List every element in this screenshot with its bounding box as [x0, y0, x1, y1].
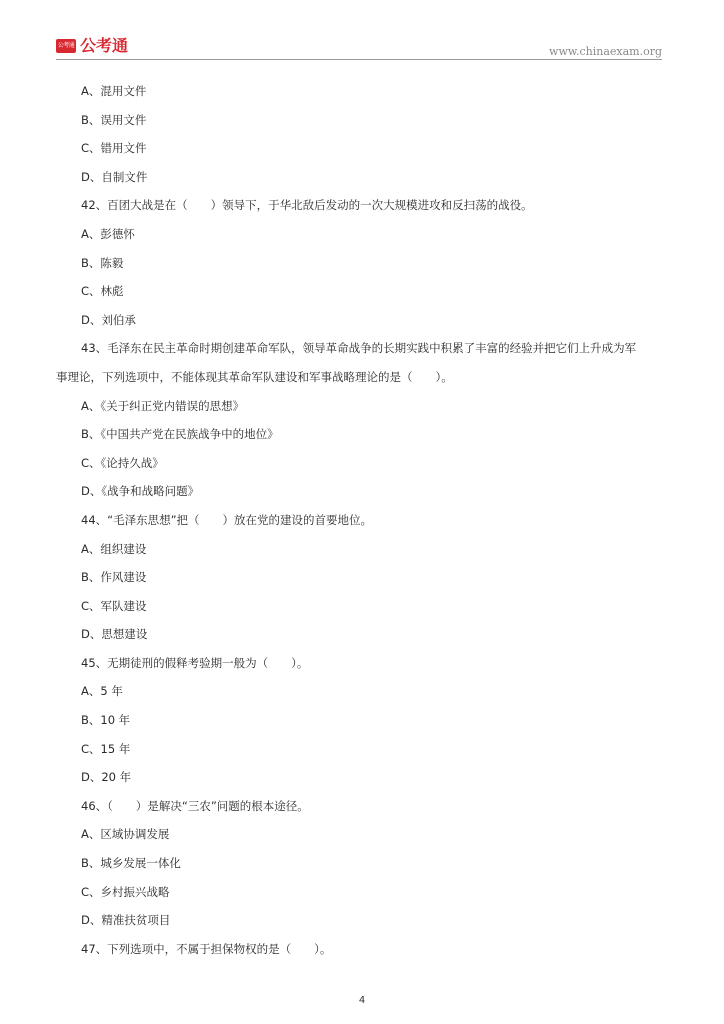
- option-line: D、自制文件: [81, 169, 148, 184]
- option-line: C、乡村振兴战略: [81, 884, 170, 899]
- question-line-continued: 事理论，下列选项中，不能体现其革命军队建设和军事战略理论的是（ ）。: [56, 369, 453, 384]
- question-line: 45、无期徒刑的假释考验期一般为（ ）。: [81, 655, 309, 670]
- option-line: B、城乡发展一体化: [81, 856, 181, 871]
- question-line: 47、下列选项中，不属于担保物权的是（ ）。: [81, 941, 332, 956]
- option-line: D、精准扶贫项目: [81, 913, 171, 928]
- logo-text: 公考通: [80, 36, 129, 55]
- document-body: [56, 77, 666, 963]
- option-line: B、作风建设: [81, 570, 147, 585]
- option-line: D、思想建设: [81, 627, 148, 642]
- option-line: A、《关于纠正党内错误的思想》: [81, 398, 245, 413]
- site-url: www.chinaexam.org: [549, 45, 662, 58]
- option-line: A、5 年: [81, 684, 123, 699]
- option-line: B、误用文件: [81, 112, 147, 127]
- header-divider: [56, 59, 662, 60]
- option-line: A、区域协调发展: [81, 827, 170, 842]
- question-line: 46、（ ）是解决“三农”问题的根本途径。: [81, 798, 309, 813]
- logo-badge-icon: 公考通: [56, 39, 76, 53]
- option-line: B、陈毅: [81, 255, 124, 270]
- option-line: C、林彪: [81, 284, 124, 299]
- logo: [56, 36, 128, 56]
- option-line: B、10 年: [81, 713, 131, 728]
- option-line: C、错用文件: [81, 141, 147, 156]
- option-line: A、彭德怀: [81, 226, 135, 241]
- option-line: A、混用文件: [81, 84, 147, 98]
- option-line: C、《论持久战》: [81, 455, 164, 470]
- question-line: 43、毛泽东在民主革命时期创建革命军队，领导革命战争的长期实践中积累了丰富的经验并把它们上升成为军: [81, 341, 637, 356]
- question-line: 44、“毛泽东思想”把（ ）放在党的建设的首要地位。: [81, 512, 373, 527]
- page-number: 4: [358, 995, 366, 1006]
- option-line: D、《战争和战略问题》: [81, 484, 200, 499]
- option-line: C、军队建设: [81, 598, 147, 613]
- option-line: D、刘伯承: [81, 312, 136, 327]
- option-line: B、《中国共产党在民族战争中的地位》: [81, 427, 279, 442]
- option-line: D、20 年: [81, 770, 132, 785]
- option-line: A、组织建设: [81, 541, 147, 556]
- option-line: C、15 年: [81, 741, 131, 756]
- question-line: 42、百团大战是在（ ）领导下，于华北敌后发动的一次大规模进攻和反扫荡的战役。: [81, 198, 533, 213]
- page-header: [0, 0, 724, 62]
